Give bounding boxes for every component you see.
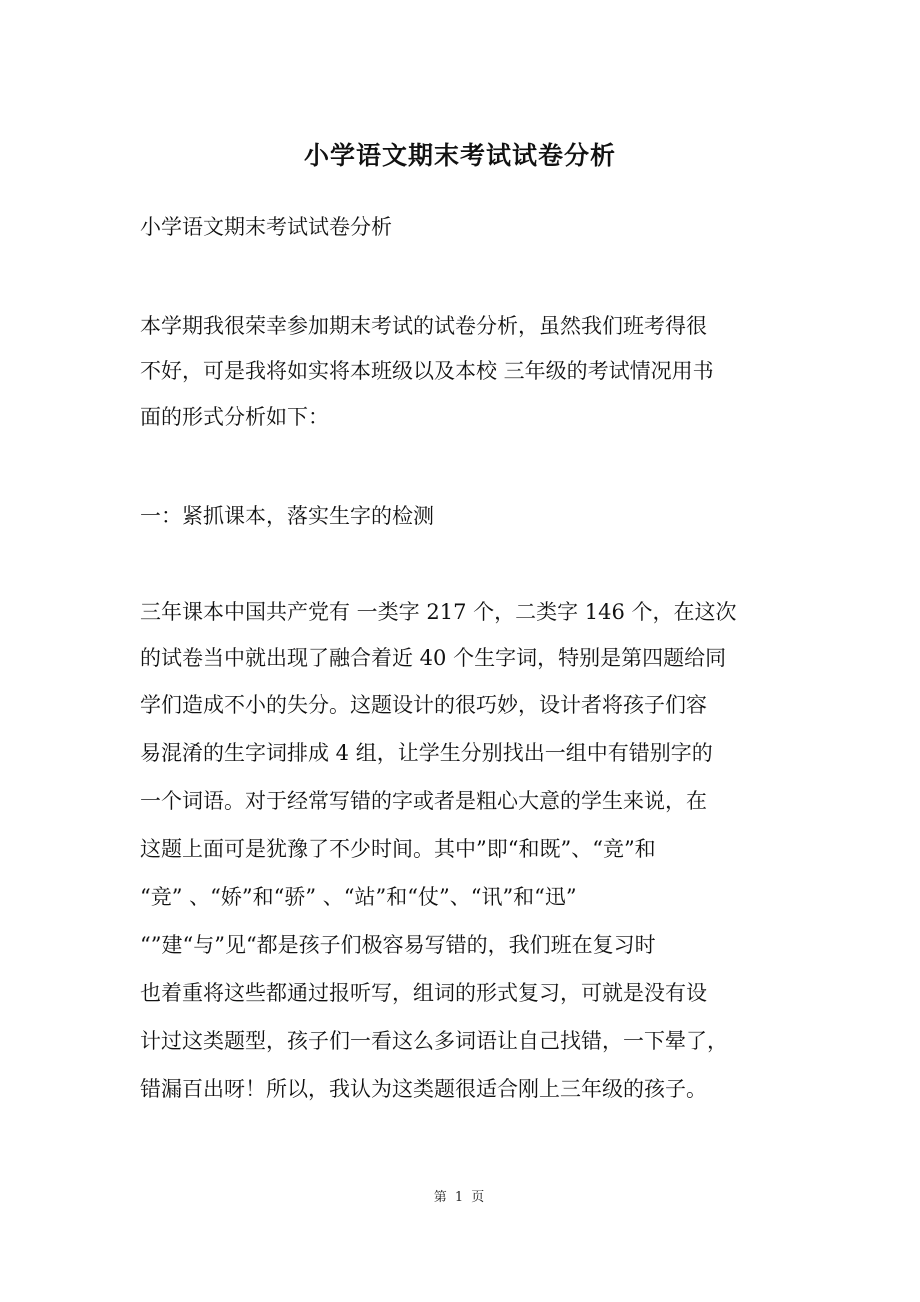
intro-line: 本学期我很荣幸参加期末考试的试卷分析，虽然我们班考得很 [140, 314, 707, 338]
intro-line: 不好，可是我将如实将本班级以及本校 三年级的考试情况用书 [140, 359, 714, 383]
body-line: 这题上面可是犹豫了不少时间。其中”即“和既”、“竞”和 [140, 837, 656, 861]
body-line: 的试卷当中就出现了融合着近 40 个生字词，特别是第四题给同 [140, 646, 727, 670]
body-line: 一个词语。对于经常写错的字或者是粗心大意的学生来说，在 [140, 789, 707, 813]
body-line: 三年课本中国共产党有 一类字 217 个，二类字 146 个，在这次 [140, 600, 737, 624]
body-line: 错漏百出呀！所以，我认为这类题很适合刚上三年级的孩子。 [140, 1077, 707, 1101]
document-title: 小学语文期末考试试卷分析 [303, 141, 616, 170]
document-subtitle: 小学语文期末考试试卷分析 [140, 215, 392, 239]
body-line: 也着重将这些都通过报听写，组词的形式复习，可就是没有设 [140, 981, 707, 1005]
section-heading: 一：紧抓课本，落实生字的检测 [140, 504, 434, 528]
body-line: 易混淆的生字词排成 4 组，让学生分别找出一组中有错别字的 [140, 741, 713, 765]
body-line: 学们造成不小的失分。这题设计的很巧妙，设计者将孩子们容 [140, 693, 707, 717]
body-line: 计过这类题型，孩子们一看这么多词语让自己找错，一下晕了， [140, 1029, 728, 1053]
page-number: 第 1 页 [433, 1190, 487, 1205]
body-line: “竞” 、“娇”和“骄” 、“站”和“仗”、“讯”和“迅” [140, 885, 577, 909]
intro-line: 面的形式分析如下： [140, 405, 329, 429]
body-line: “”建“与”见“都是孩子们极容易写错的，我们班在复习时 [140, 933, 656, 957]
